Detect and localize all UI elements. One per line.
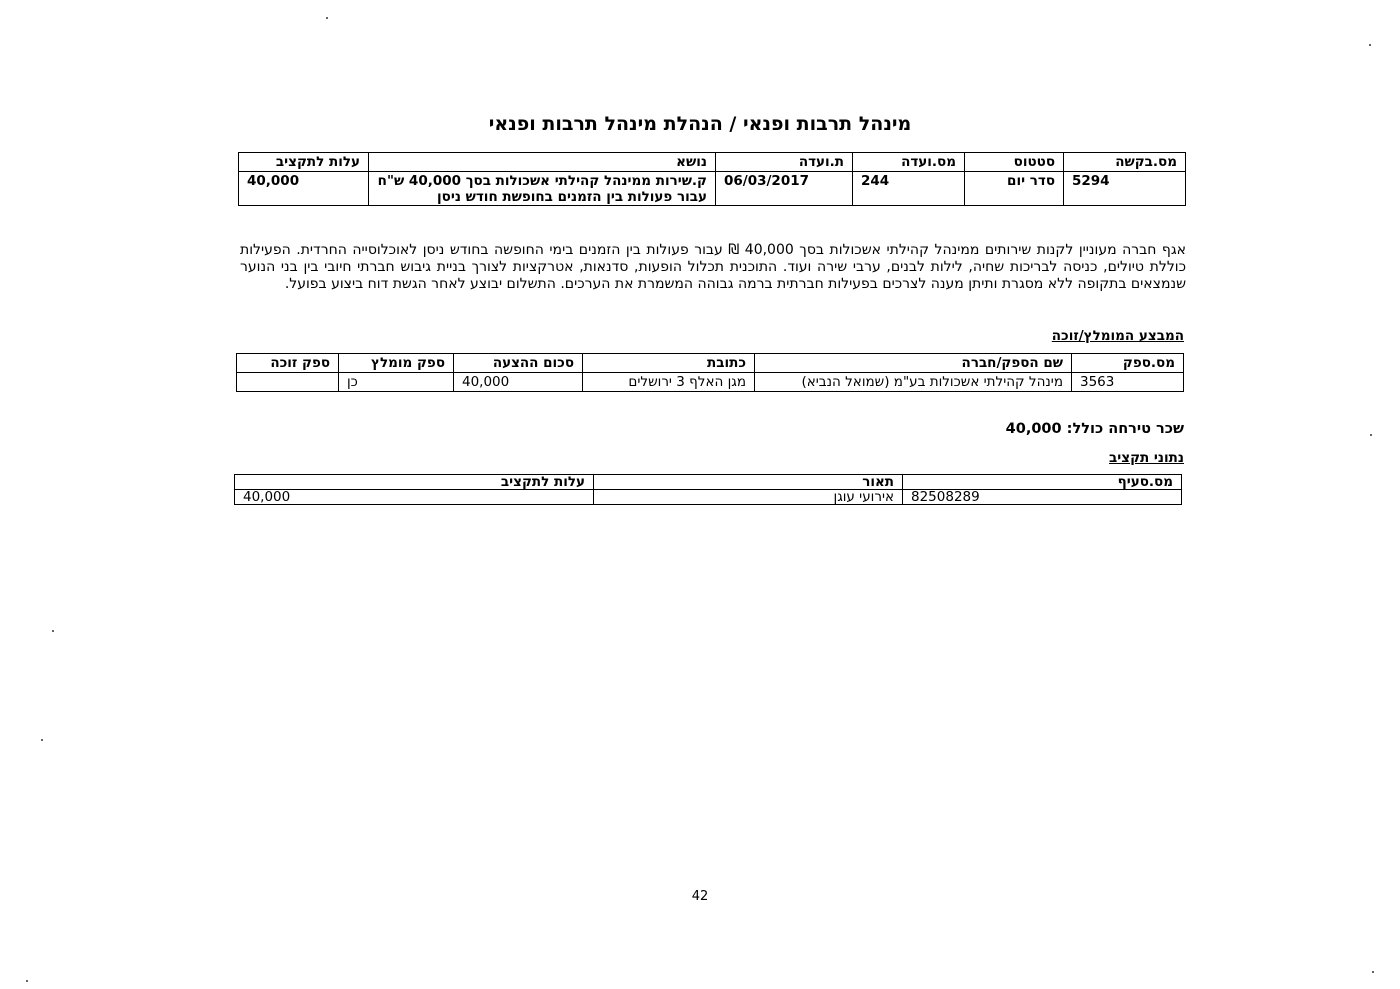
fee-total: שכר טירחה כולל: 40,000 xyxy=(1005,421,1184,437)
budget-section-heading: נתוני תקציב xyxy=(1109,450,1184,466)
scan-speck xyxy=(52,630,54,632)
cell-budget-cost: 40,000 xyxy=(235,490,594,505)
cell-offer-amount: 40,000 xyxy=(454,373,583,392)
header-recommended: ספק מומלץ xyxy=(339,354,454,373)
table-header-row xyxy=(239,153,1186,172)
header-committee-date: ת.ועדה xyxy=(716,153,853,172)
cell-recommended: כן xyxy=(339,373,454,392)
cell-description: אירועי עוגן xyxy=(594,490,903,505)
cell-address: מגן האלף 3 ירושלים xyxy=(583,373,755,392)
cell-section-no: 82508289 xyxy=(903,490,1182,505)
cell-committee-no: 244 xyxy=(853,172,965,206)
page-number: 42 xyxy=(691,889,709,904)
header-offer-amount: סכום ההצעה xyxy=(454,354,583,373)
request-table xyxy=(238,152,1186,206)
page-title: מינהל תרבות ופנאי / הנהלת מינהל תרבות ופנאי xyxy=(488,113,912,135)
header-supplier-name: שם הספק/חברה xyxy=(755,354,1072,373)
table-row xyxy=(235,490,1182,505)
scan-speck xyxy=(26,980,28,982)
header-budget-cost: עלות לתקציב xyxy=(239,153,369,172)
header-status: סטטוס xyxy=(965,153,1064,172)
cell-committee-date: 06/03/2017 xyxy=(716,172,853,206)
scan-speck xyxy=(326,17,328,19)
header-supplier-no: מס.ספק xyxy=(1072,354,1184,373)
supplier-section-heading: המבצע המומלץ/זוכה xyxy=(1051,328,1184,344)
header-committee-no: מס.ועדה xyxy=(853,153,965,172)
header-budget-cost: עלות לתקציב xyxy=(235,475,594,490)
header-description: תאור xyxy=(594,475,903,490)
cell-supplier-name: מינהל קהילתי אשכולות בע"מ (שמואל הנביא) xyxy=(755,373,1072,392)
scan-speck xyxy=(41,739,43,741)
description-paragraph: אגף חברה מעוניין לקנות שירותים ממינהל קהילתי אשכולות בסך 40,000 ₪ עבור פעולות בין הזמנים בימי החופשה בחודש ניסן לאוכלוסייה החרדית. הפעילות כוללת טיולים, כניסה לבריכות שחיה, לילות לבנים, ערבי שירה ועוד. התוכנית תכלול הופעות, סדנאות, אטרקציות לצורך בניית גיבוש חברתי חיובי בין בני הנוער שנמצאים בתקופה ללא מסגרת ותיתן מענה לצרכים בפעילות חברתית ברמה גבוהה המשמרת את הערכים. התשלום יבוצע לאחר הגשת דוח ביצוע בפועל. xyxy=(240,242,1186,292)
table-header-row xyxy=(235,475,1182,490)
cell-budget-cost: 40,000 xyxy=(239,172,369,206)
header-section-no: מס.סעיף xyxy=(903,475,1182,490)
header-address: כתובת xyxy=(583,354,755,373)
header-subject: נושא xyxy=(369,153,716,172)
header-winner: ספק זוכה xyxy=(237,354,339,373)
cell-request-no: 5294 xyxy=(1064,172,1186,206)
cell-subject: ק.שירות ממינהל קהילתי אשכולות בסך 40,000 ש"ח עבור פעולות בין הזמנים בחופשת חודש ניסן xyxy=(369,172,716,206)
scan-speck xyxy=(1370,434,1372,436)
table-header-row xyxy=(237,354,1184,373)
scan-speck xyxy=(1372,971,1374,973)
header-request-no: מס.בקשה xyxy=(1064,153,1186,172)
supplier-table xyxy=(236,353,1184,392)
cell-status: סדר יום xyxy=(965,172,1064,206)
scan-speck xyxy=(1369,44,1371,46)
budget-table xyxy=(234,474,1182,505)
table-row xyxy=(239,172,1186,206)
cell-supplier-no: 3563 xyxy=(1072,373,1184,392)
table-row xyxy=(237,373,1184,392)
cell-winner xyxy=(237,373,339,392)
